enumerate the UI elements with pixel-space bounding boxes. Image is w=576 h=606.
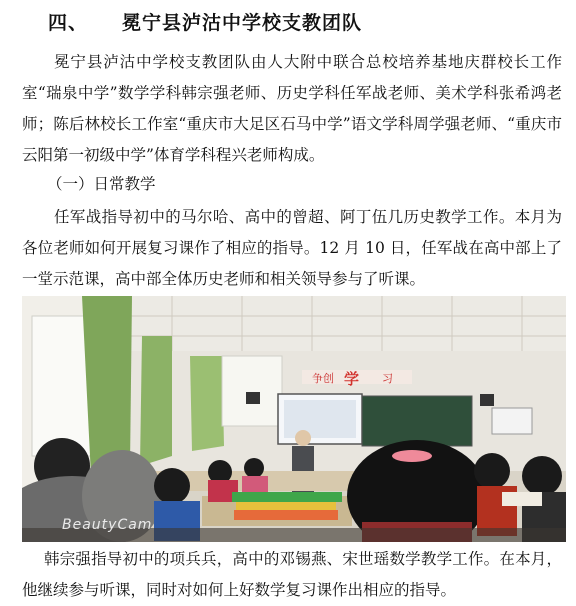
banner-right-text: 习: [382, 372, 393, 385]
subheading-daily-teaching: （一）日常教学: [47, 175, 156, 193]
banner-text: 学: [344, 370, 360, 388]
intro-paragraph: 冕宁县泸沽中学校支教团队由人大附中联合总校培养基地庆群校长工作室“瑞泉中学”数学学科韩宗强老师、历史学科任军战老师、美术学科张希鸿老师；陈后林校长工作室“重庆市大足区石马中学”语文学科周学强老师、“重庆市云阳第一初级中学”体育学科程兴老师构成。: [22, 53, 562, 164]
daily-teaching-paragraph: 任军战指导初中的马尔哈、高中的曾超、阿丁伍几历史教学工作。本月为各位老师如何开展复习课作了相应的指导。12 月 10 日，任军战在高中部上了一堂示范课，高中部全体历史老师和相关领导参与了听课。: [22, 208, 562, 288]
math-teaching-paragraph: 韩宗强指导初中的项兵兵，高中的邓锡燕、宋世瑶数学教学工作。在本月，他继续参与听课，同时对如何上好数学复习课作出相应的指导。: [22, 550, 562, 599]
classroom-photo: [22, 296, 566, 542]
classroom-scene: [22, 296, 566, 542]
watermark: BeautyCam: [62, 517, 153, 533]
section-title: 冕宁县泸沽中学校支教团队: [122, 12, 363, 34]
section-heading: [48, 8, 362, 35]
banner-left-text: 争创: [312, 372, 334, 385]
section-number: 四、: [48, 12, 89, 34]
